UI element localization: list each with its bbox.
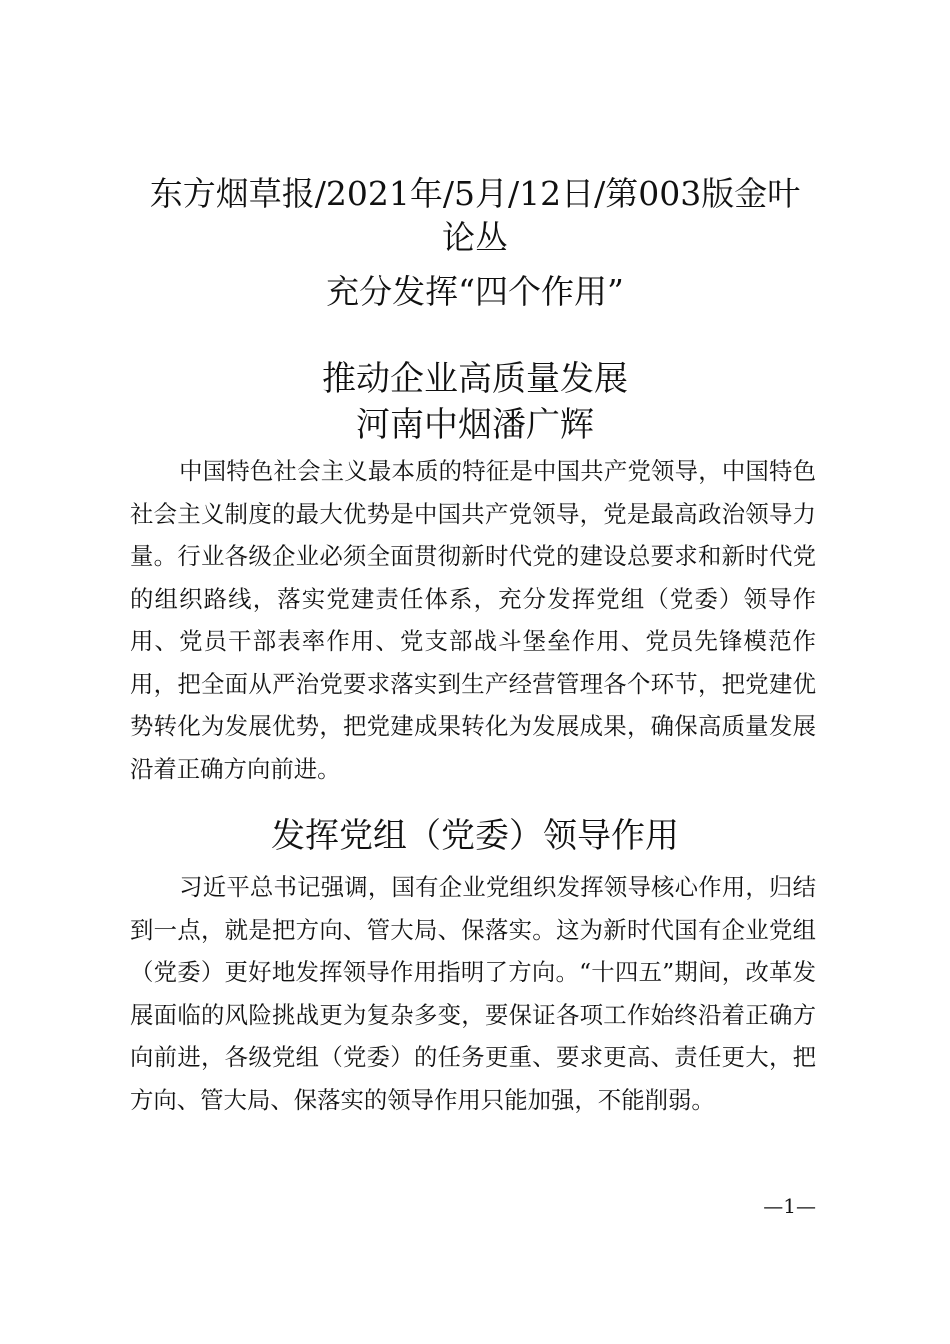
section-heading: 发挥党组（党委）领导作用 [271,816,679,856]
source-line-continued: 论丛 [442,218,508,257]
article-subtitle: 推动企业高质量发展 [322,359,628,399]
source-line: 东方烟草报/2021年/5月/12日/第003版金叶 [149,174,801,213]
body-paragraph: 中国特色社会主义最本质的特征是中国共产党领导，中国特色社会主义制度的最大优势是中国共产党领导，党是最高政治领导力量。行业各级企业必须全面贯彻新时代党的建设总要求和新时代党的组织路线，落实党建责任体系，充分发挥党组（党委）领导作用、党员干部表率作用、党支部战斗堡垒作用、党员先锋模范作用，把全面从严治党要求落实到生产经营管理各个环节，把党建优势转化为发展优势，把党建成果转化为发展成果，确保高质量发展沿着正确方向前进。 [130,457,816,783]
body-paragraph: 习近平总书记强调，国有企业党组织发挥领导核心作用，归结到一点，就是把方向、管大局、保落实。这为新时代国有企业党组（党委）更好地发挥领导作用指明了方向。“十四五”期间，改革发展面临的风险挑战更为复杂多变，要保证各项工作始终沿着正确方向前进，各级党组（党委）的任务更重、要求更高、责任更大，把方向、管大局、保落实的领导作用只能加强，不能削弱。 [130,873,816,1114]
article-author: 河南中烟潘广辉 [356,405,594,445]
page-number: —1— [763,1194,816,1218]
article-title: 充分发挥“四个作用” [326,272,624,311]
